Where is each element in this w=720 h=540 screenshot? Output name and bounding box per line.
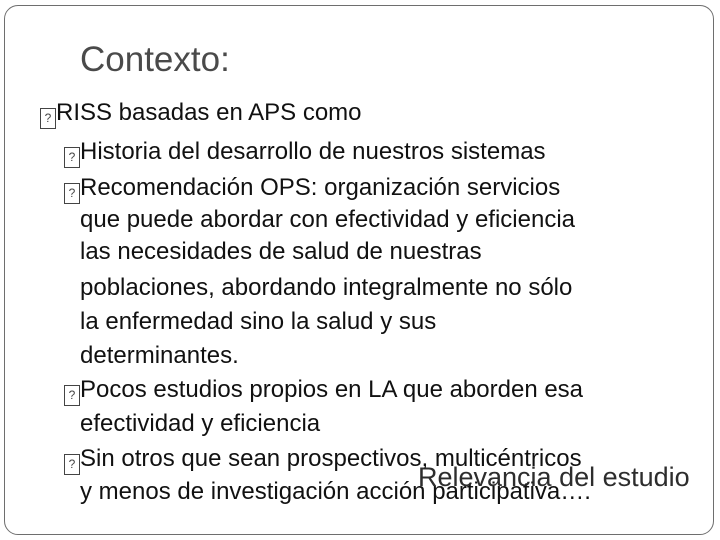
bullet-icon: ? [64, 454, 80, 475]
bullet-continuation: y menos de investigación acción participativa…. [80, 478, 591, 505]
bullet-continuation: efectividad y eficiencia [80, 410, 321, 437]
sub-bullet-recomendacion [64, 174, 560, 204]
bullet-riss [40, 99, 362, 129]
sub-bullet-pocos-estudios [64, 376, 583, 406]
bullet-text: Recomendación OPS: organización servicios [80, 174, 561, 201]
bullet-continuation: determinantes. [80, 342, 239, 369]
bullet-icon: ? [64, 385, 80, 406]
bullet-icon: ? [64, 183, 80, 204]
bullet-text: Historia del desarrollo de nuestros sistemas [80, 138, 546, 165]
bullet-text: Pocos estudios propios en LA que aborden esa [80, 376, 584, 403]
sub-bullet-historia [64, 138, 546, 168]
bullet-icon: ? [40, 108, 56, 129]
slide-title: Contexto: [80, 40, 230, 79]
bullet-continuation: las necesidades de salud de nuestras [80, 238, 482, 265]
overlay-relevancia: Relevancia del estudio [418, 462, 690, 492]
bullet-continuation: que puede abordar con efectividad y eficiencia [80, 206, 575, 233]
bullet-text: Sin otros que sean prospectivos, multicéntricos [80, 445, 582, 472]
bullet-icon: ? [64, 147, 80, 168]
bullet-continuation: la enfermedad sino la salud y sus [80, 308, 437, 335]
bullet-text: RISS basadas en APS como [56, 99, 362, 126]
bullet-continuation: poblaciones, abordando integralmente no sólo [80, 274, 573, 301]
